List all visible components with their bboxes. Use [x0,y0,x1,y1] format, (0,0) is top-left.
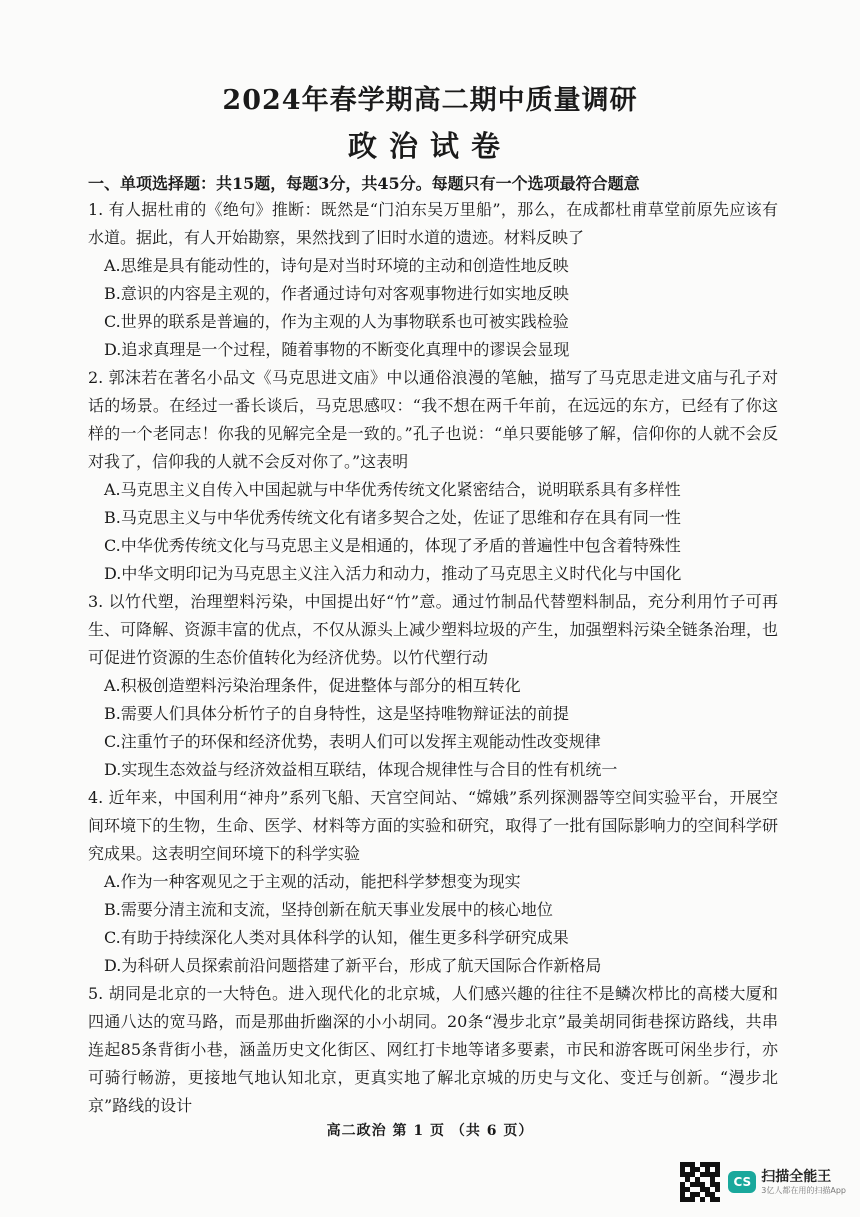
option-c: C.世界的联系是普遍的，作为主观的人为事物联系也可被实践检验 [104,312,569,331]
question-stem: 4. 近年来，中国利用“神舟”系列飞船、天宫空间站、“嫦娥”系列探测器等空间实验平台，开展空间环境下的生物，生命、医学、材料等方面的实验和研究，取得了一批有国际影响力的空间科学研究成果。这表明空间环境下的科学实验 [88,788,778,863]
question-stem: 5. 胡同是北京的一大特色。进入现代化的北京城，人们感兴趣的往往不是鳞次栉比的高楼大厦和四通八达的宽马路，而是那曲折幽深的小小胡同。20条“漫步北京”最美胡同街巷探访路线，共串连起85条背街小巷，涵盖历史文化街区、网红打卡地等诸多要素，市民和游客既可闲坐步行，亦可骑行畅游，更接地气地认知北京，更真实地了解北京城的历史与文化、变迁与创新。“漫步北京”路线的设计 [88,984,778,1115]
question-3 [88,588,778,784]
option-a: A.作为一种客观见之于主观的活动，能把科学梦想变为现实 [104,872,521,891]
exam-title: 2024年春学期高二期中质量调研 [222,85,638,116]
question-1 [88,196,778,364]
question-stem: 2. 郭沫若在著名小品文《马克思进文庙》中以通俗浪漫的笔触，描写了马克思走进文庙与孔子对话的场景。在经过一番长谈后，马克思感叹：“我不想在两千年前，在远远的东方，已经有了你这样的一个老同志！你我的见解完全是一致的。”孔子也说：“单只要能够了解，信仰你的人就不会反对我了，信仰我的人就不会反对你了。”这表明 [88,368,778,471]
option-b: B.需要分清主流和支流，坚持创新在航天事业发展中的核心地位 [104,900,553,919]
exam-subtitle: 政治试卷 [347,129,512,163]
option-a: A.思维是具有能动性的，诗句是对当时环境的主动和创造性地反映 [104,256,569,275]
option-c: C.有助于持续深化人类对具体科学的认知，催生更多科学研究成果 [104,928,569,947]
qr-code-icon [680,1162,720,1202]
option-b: B.意识的内容是主观的，作者通过诗句对客观事物进行如实地反映 [104,284,569,303]
question-2 [88,364,778,588]
camscanner-logo-icon: CS [728,1171,756,1193]
option-b: B.马克思主义与中华优秀传统文化有诸多契合之处，佐证了思维和存在具有同一性 [104,508,681,527]
question-stem: 1. 有人据杜甫的《绝句》推断：既然是“门泊东吴万里船”，那么，在成都杜甫草堂前原先应该有水道。据此，有人开始勘察，果然找到了旧时水道的遗迹。材料反映了 [88,200,778,247]
camscanner-badge [728,1169,846,1196]
question-4 [88,784,778,980]
question-list [88,196,778,1120]
option-d: D.追求真理是一个过程，随着事物的不断变化真理中的谬误会显现 [104,340,570,359]
option-c: C.注重竹子的环保和经济优势，表明人们可以发挥主观能动性改变规律 [104,732,601,751]
option-d: D.为科研人员探索前沿问题搭建了新平台，形成了航天国际合作新格局 [104,956,602,975]
app-tagline: 3亿人都在用的扫描App [761,1185,846,1195]
option-d: D.实现生态效益与经济效益相互联结，体现合规律性与合目的性有机统一 [104,760,618,779]
option-a: A.积极创造塑料污染治理条件，促进整体与部分的相互转化 [104,676,521,695]
section-heading: 一、单项选择题：共15题，每题3分，共45分。每题只有一个选项最符合题意 [88,174,640,193]
app-name: 扫描全能王 [761,1168,832,1185]
page-footer: 高二政治 第 1 页 （共 6 页） [326,1123,534,1139]
option-a: A.马克思主义自传入中国起就与中华优秀传统文化紧密结合，说明联系具有多样性 [104,480,681,499]
question-5 [88,980,778,1120]
scanner-watermark [680,1162,846,1202]
option-b: B.需要人们具体分析竹子的自身特性，这是坚持唯物辩证法的前提 [104,704,569,723]
option-c: C.中华优秀传统文化与马克思主义是相通的，体现了矛盾的普遍性中包含着特殊性 [104,536,681,555]
option-d: D.中华文明印记为马克思主义注入活力和动力，推动了马克思主义时代化与中国化 [104,564,682,583]
question-stem: 3. 以竹代塑，治理塑料污染，中国提出好“竹”意。通过竹制品代替塑料制品，充分利用竹子可再生、可降解、资源丰富的优点，不仅从源头上减少塑料垃圾的产生，加强塑料污染全链条治理，也可促进竹资源的生态价值转化为经济优势。以竹代塑行动 [88,592,778,667]
